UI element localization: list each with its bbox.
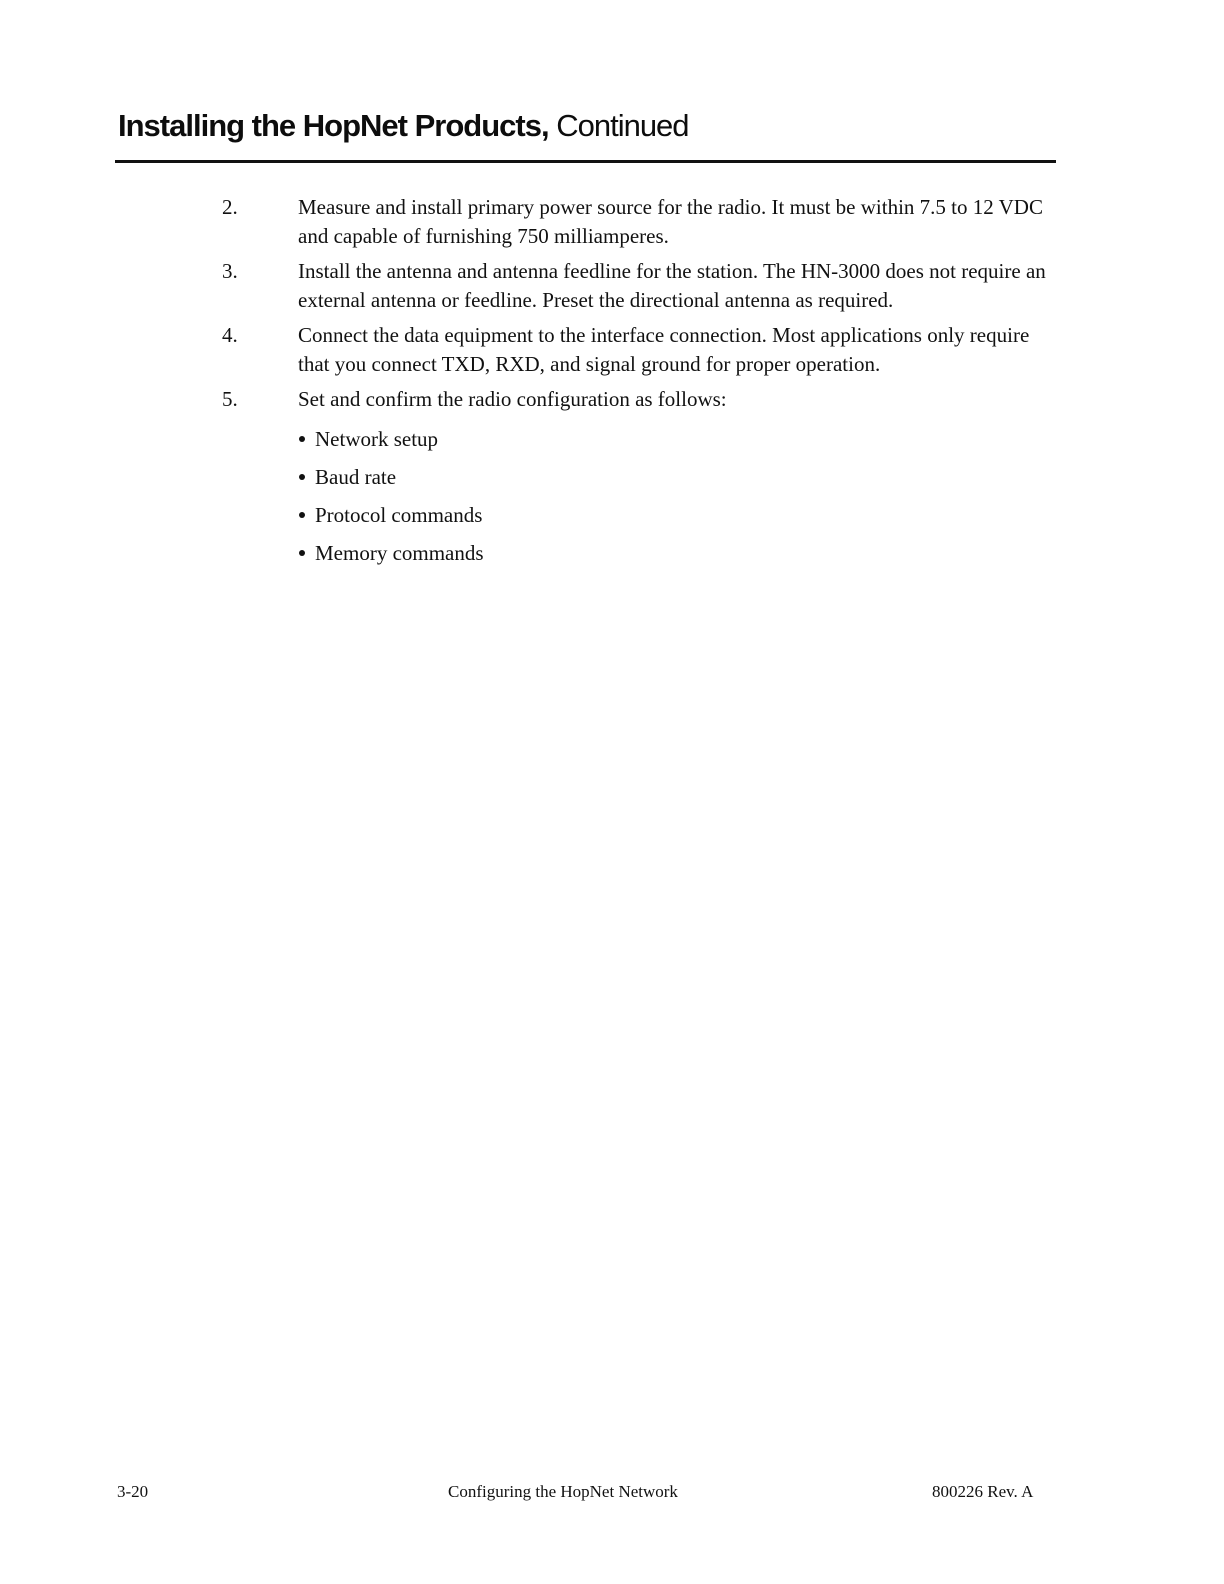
step-item	[222, 257, 1062, 315]
step-text: Install the antenna and antenna feedline for the station. The HN-3000 does not require an external antenna or feedline. Preset the directional antenna as required.	[298, 259, 1046, 312]
page-title-main: Installing the HopNet Products,	[118, 108, 549, 143]
step-text: Measure and install primary power source for the radio. It must be within 7.5 to 12 VDC and capable of furnishing 750 milliamperes.	[298, 195, 1043, 248]
configuration-list	[298, 420, 1062, 572]
list-item	[298, 458, 1062, 496]
list-item	[298, 534, 1062, 572]
step-item	[222, 321, 1062, 379]
list-item-label: Network setup	[315, 427, 439, 451]
page-title	[118, 104, 1058, 148]
step-body	[298, 385, 1062, 572]
list-item-label: Baud rate	[315, 465, 397, 489]
step-item	[222, 385, 1062, 572]
list-item	[298, 496, 1062, 534]
bullet-icon	[299, 474, 305, 480]
step-text: Set and confirm the radio configuration as follows:	[298, 387, 727, 411]
header-divider	[115, 160, 1056, 163]
list-item-label: Protocol commands	[315, 503, 483, 527]
list-item	[298, 420, 1062, 458]
procedure-steps	[222, 193, 1062, 578]
step-number: 5.	[222, 387, 238, 411]
bullet-icon	[299, 550, 305, 556]
page-title-continued: Continued	[548, 108, 689, 143]
bullet-icon	[299, 436, 305, 442]
step-text: Connect the data equipment to the interface connection. Most applications only require that you connect TXD, RXD, and signal ground for proper operation.	[298, 323, 1030, 376]
step-item	[222, 193, 1062, 251]
list-item-label: Memory commands	[315, 541, 484, 565]
page-number: 3-20	[117, 1482, 149, 1501]
chapter-title: Configuring the HopNet Network	[448, 1482, 678, 1501]
bullet-icon	[299, 512, 305, 518]
step-number: 4.	[222, 323, 238, 347]
step-number: 3.	[222, 259, 238, 283]
document-revision: 800226 Rev. A	[932, 1482, 1034, 1501]
step-number: 2.	[222, 195, 238, 219]
